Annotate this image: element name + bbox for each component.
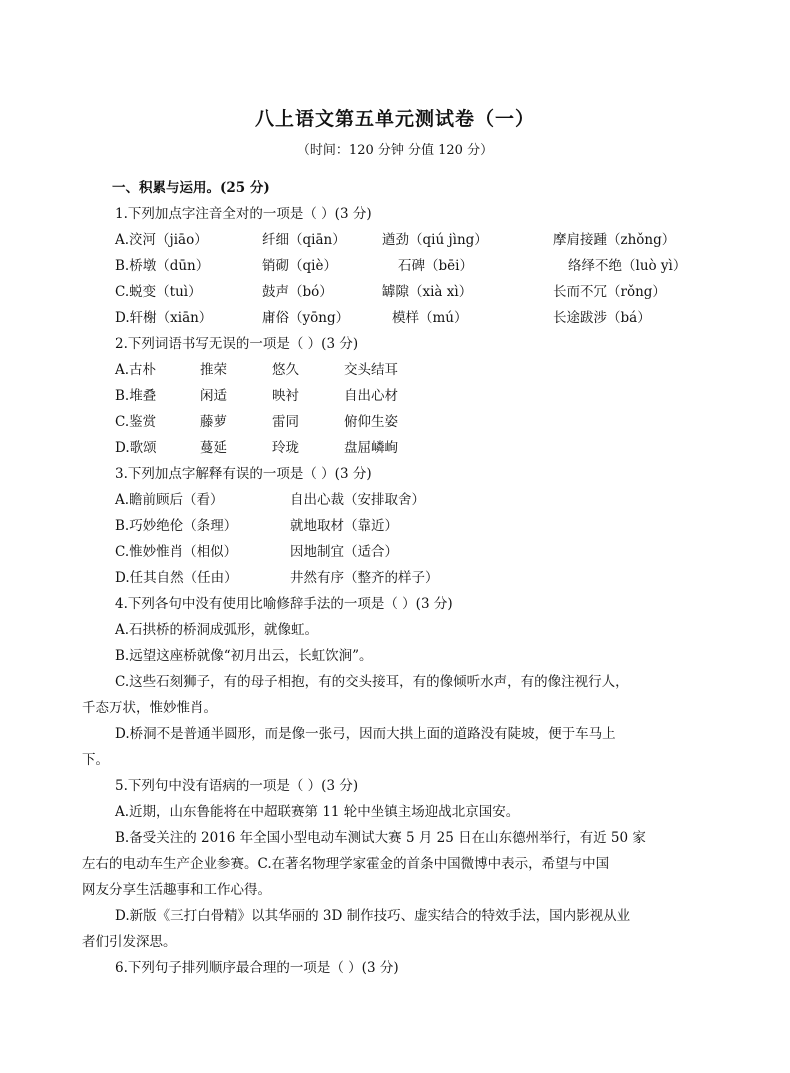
question-5-option-a: A.近期，山东鲁能将在中超联赛第 11 轮中坐镇主场迎战北京国安。 — [115, 804, 520, 820]
section-heading: 一、积累与运用。(25 分) — [112, 180, 270, 196]
question-5-option-d: D.新版《三打白骨精》以其华丽的 3D 制作技巧、虚实结合的特效手法，国内影视从业 — [115, 908, 631, 924]
page-title: 八上语文第五单元测试卷（一） — [254, 108, 535, 130]
question-2-stem: 2.下列词语书写无误的一项是（ ）(3 分) — [115, 336, 359, 352]
question-4-option-b: B.远望这座桥就像“初月出云，长虹饮涧”。 — [115, 648, 373, 664]
exam-page: 八上语文第五单元测试卷（一） （时间：120 分钟 分值 120 分） 一、积累与运用。(25 分) 1.下列加点字注音全对的一项是（ ）(3 分) A.洨河（jiāo） 纤细（qiān） 遒劲（qiú jìng） 摩肩接踵（zhǒng） B.桥墩（dūn） 销砌（qiè） 石碑（bēi） 络绎不绝（luò yì） C.蜕变（tuì） 鼓声（bó） 罅隙（xià xì） 长而不冗（rǒng） D.轩榭（xiān） 庸俗（yōng） 模样（mú） 长途跋涉（bá） 2.下列词语书写无误的一项是（ ）(3 分) A.古朴 推荣 悠久 交头结耳 B.堆叠 闲适 映衬 自出心材 C.鉴赏 藤萝 雷同 俯仰生姿 D.歌颂 蔓延 玲珑 盘屈嶙峋 3.下列加点字解释有误的一项是（ ）(3 分) A.瞻前顾后（看） 自出心裁（安排取舍） B.巧妙绝伦（条理） 就地取材（靠近） C.惟妙惟肖（相似） 因地制宜（适合） D.任其自然（任由） 井然有序（整齐的样子） 4.下列各句中没有使用比喻修辞手法的一项是（ ）(3 分) A.石拱桥的桥洞成弧形，就像虹。 B.远望这座桥就像“初月出云，长虹饮涧”。 C.这些石刻狮子，有的母子相抱，有的交头接耳，有的像倾听水声，有的像注视行人， 千态万状，惟妙惟肖。 D.桥洞不是普通半圆形，而是像一张弓，因而大拱上面的道路没有陡坡，便于车马上 下。 5.下列句中没有语病的一项是（ ）(3 分) A.近期，山东鲁能将在中超联赛第 11 轮中坐镇主场迎战北京国安。 B.备受关注的 2016 年全国小型电动车测试大赛 5 月 25 日在山东德州举行，有近 50 家 左右的电动车生产企业参赛。C.在著名物理学家霍金的首条中国微博中表示，希望与中国 网友分享生活趣事和工作心得。 D.新版《三打白骨精》以其华丽的 3D 制作技巧、虚实结合的特效手法，国内影视从业 者们引发深思。 6.下列句子排列顺序最合理的一项是（ ）(3 分) — [0, 0, 790, 1073]
question-3-stem: 3.下列加点字解释有误的一项是（ ）(3 分) — [115, 466, 372, 482]
question-4-option-c-cont: 千态万状，惟妙惟肖。 — [82, 700, 217, 716]
question-6-stem: 6.下列句子排列顺序最合理的一项是（ ）(3 分) — [115, 960, 399, 976]
page-subtitle: （时间：120 分钟 分值 120 分） — [296, 143, 494, 158]
question-5-stem: 5.下列句中没有语病的一项是（ ）(3 分) — [115, 778, 359, 794]
question-4-option-c: C.这些石刻狮子，有的母子相抱，有的交头接耳，有的像倾听水声，有的像注视行人， — [115, 674, 629, 690]
question-4-option-d: D.桥洞不是普通半圆形，而是像一张弓，因而大拱上面的道路没有陡坡，便于车马上 — [115, 726, 616, 742]
question-5-option-b: B.备受关注的 2016 年全国小型电动车测试大赛 5 月 25 日在山东德州举行，有近 50 家 — [115, 830, 646, 846]
question-5-option-c-cont: 网友分享生活趣事和工作心得。 — [82, 882, 271, 898]
question-4-option-a: A.石拱桥的桥洞成弧形，就像虹。 — [115, 622, 319, 638]
question-1-stem: 1.下列加点字注音全对的一项是（ ）(3 分) — [115, 206, 372, 222]
question-4-stem: 4.下列各句中没有使用比喻修辞手法的一项是（ ）(3 分) — [115, 596, 453, 612]
question-5-option-d-cont: 者们引发深思。 — [82, 934, 177, 950]
question-4-option-d-cont: 下。 — [82, 752, 109, 768]
question-5-option-b-cont: 左右的电动车生产企业参赛。C.在著名物理学家霍金的首条中国微博中表示，希望与中国 — [82, 856, 610, 872]
